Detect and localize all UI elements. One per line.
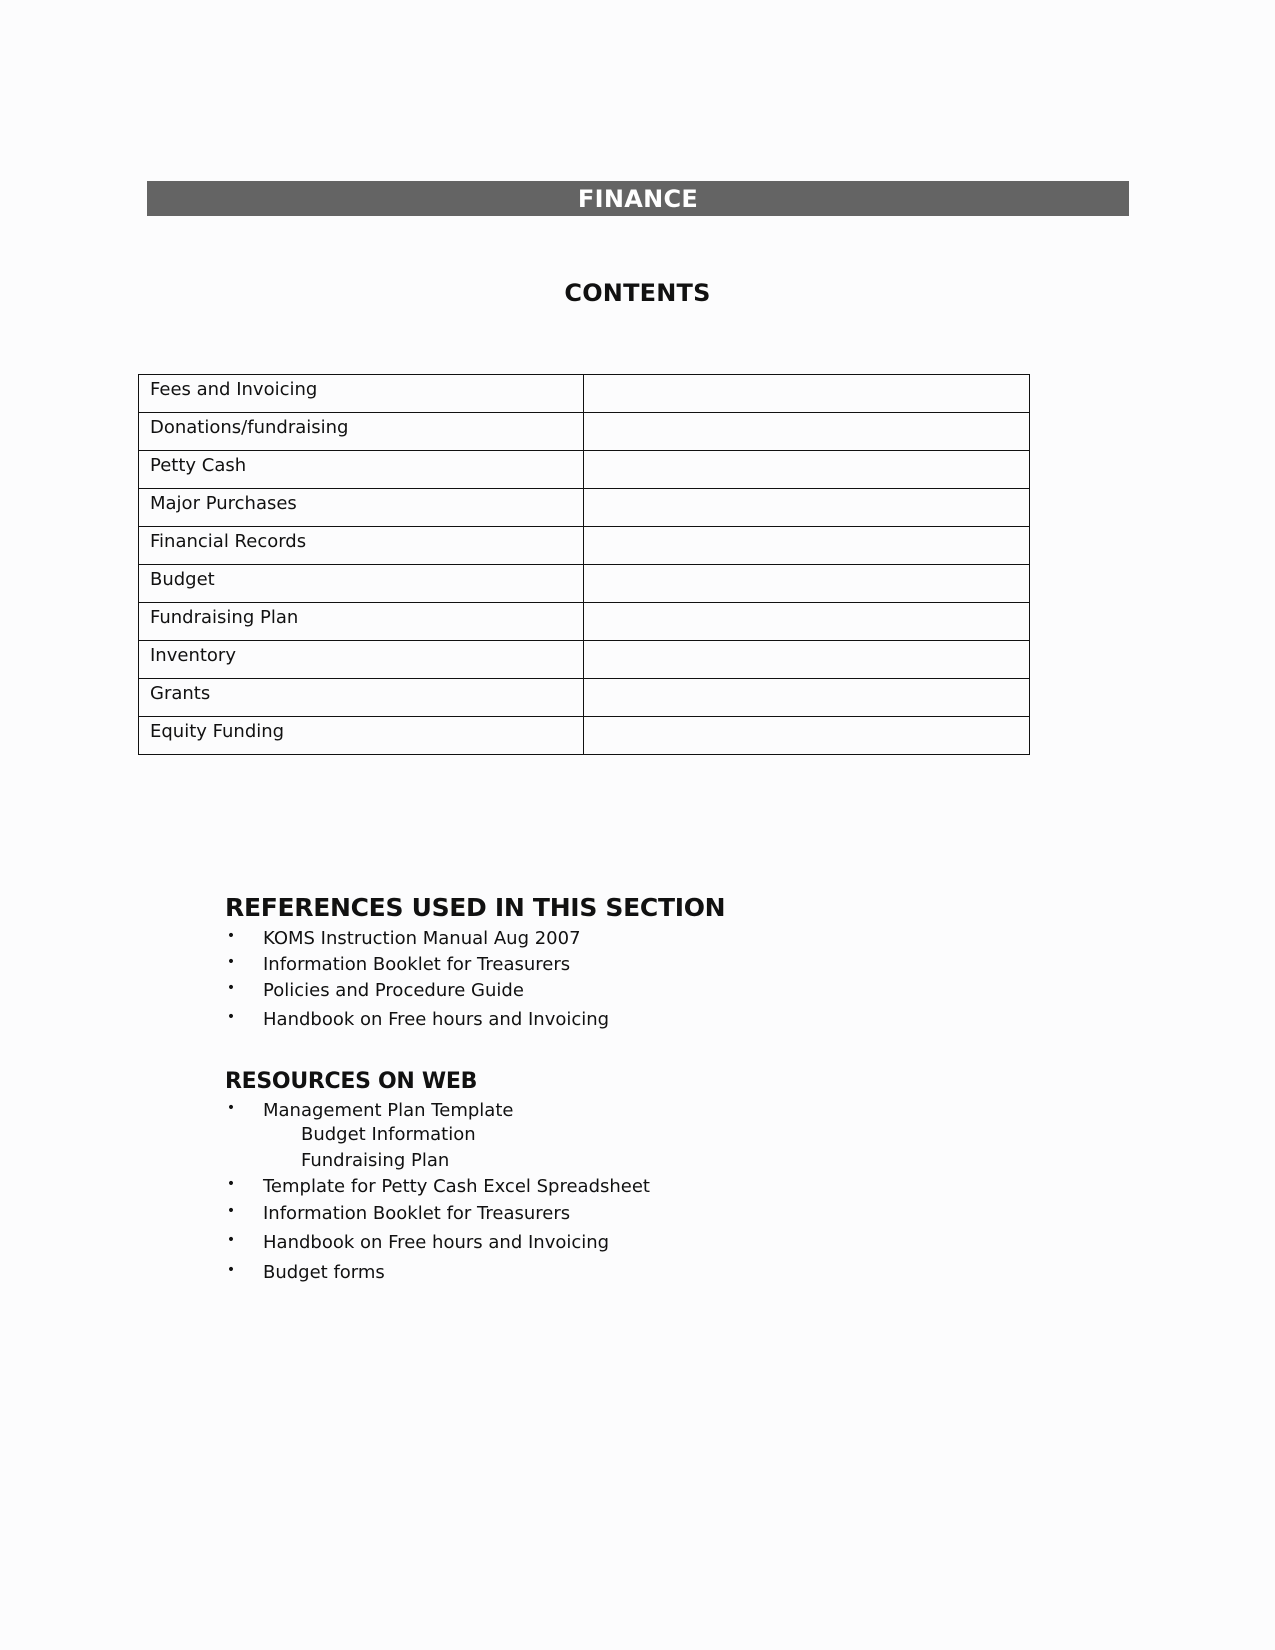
bullet-icon: • — [226, 1203, 236, 1219]
list-item-text: Information Booklet for Treasurers — [263, 1203, 571, 1224]
list-item — [225, 1150, 650, 1176]
contents-item-page — [584, 717, 1030, 755]
bullet-icon: • — [226, 1100, 236, 1116]
table-row — [139, 451, 1030, 489]
list-item-text: Information Booklet for Treasurers — [263, 954, 571, 975]
list-item-text: Fundraising Plan — [301, 1150, 450, 1171]
references-heading: REFERENCES USED IN THIS SECTION — [225, 893, 726, 922]
contents-item-label: Inventory — [139, 641, 584, 679]
list-item-text: KOMS Instruction Manual Aug 2007 — [263, 928, 581, 949]
bullet-icon: • — [226, 1009, 236, 1025]
contents-item-label: Equity Funding — [139, 717, 584, 755]
table-row — [139, 717, 1030, 755]
contents-heading: CONTENTS — [564, 279, 711, 307]
list-item — [225, 1232, 650, 1262]
list-item-text: Handbook on Free hours and Invoicing — [263, 1232, 610, 1253]
list-item — [225, 1124, 650, 1150]
table-row — [139, 489, 1030, 527]
contents-item-label: Budget — [139, 565, 584, 603]
resources-list — [225, 1100, 650, 1288]
table-row — [139, 679, 1030, 717]
list-item — [225, 1100, 650, 1124]
bullet-icon: • — [226, 1232, 236, 1248]
table-row — [139, 413, 1030, 451]
list-item — [225, 1009, 609, 1035]
contents-item-page — [584, 641, 1030, 679]
contents-item-page — [584, 565, 1030, 603]
section-banner — [147, 181, 1129, 216]
table-row — [139, 641, 1030, 679]
table-row — [139, 375, 1030, 413]
contents-item-page — [584, 375, 1030, 413]
bullet-icon: • — [226, 980, 236, 996]
list-item — [225, 1176, 650, 1203]
list-item-text: Budget Information — [301, 1124, 476, 1145]
bullet-icon: • — [226, 1262, 236, 1278]
bullet-icon: • — [226, 928, 236, 944]
contents-item-page — [584, 451, 1030, 489]
list-item — [225, 954, 609, 980]
contents-item-page — [584, 679, 1030, 717]
contents-item-label: Donations/fundraising — [139, 413, 584, 451]
table-row — [139, 527, 1030, 565]
contents-table — [138, 374, 1030, 755]
contents-item-page — [584, 413, 1030, 451]
contents-item-label: Petty Cash — [139, 451, 584, 489]
list-item-text: Template for Petty Cash Excel Spreadsheet — [263, 1176, 650, 1197]
list-item — [225, 1203, 650, 1232]
contents-item-label: Major Purchases — [139, 489, 584, 527]
bullet-icon: • — [226, 1176, 236, 1192]
list-item-text: Handbook on Free hours and Invoicing — [263, 1009, 610, 1030]
list-item — [225, 1262, 650, 1288]
list-item — [225, 928, 609, 954]
contents-item-label: Financial Records — [139, 527, 584, 565]
list-item-text: Management Plan Template — [263, 1100, 514, 1121]
contents-item-page — [584, 603, 1030, 641]
table-row — [139, 565, 1030, 603]
list-item-text: Policies and Procedure Guide — [263, 980, 524, 1001]
bullet-icon: • — [226, 954, 236, 970]
list-item — [225, 980, 609, 1009]
contents-item-page — [584, 527, 1030, 565]
contents-item-page — [584, 489, 1030, 527]
resources-heading: RESOURCES ON WEB — [225, 1069, 478, 1094]
contents-item-label: Fundraising Plan — [139, 603, 584, 641]
section-title: FINANCE — [577, 185, 699, 213]
references-list — [225, 928, 609, 1035]
contents-item-label: Grants — [139, 679, 584, 717]
list-item-text: Budget forms — [263, 1262, 385, 1283]
contents-item-label: Fees and Invoicing — [139, 375, 584, 413]
table-row — [139, 603, 1030, 641]
